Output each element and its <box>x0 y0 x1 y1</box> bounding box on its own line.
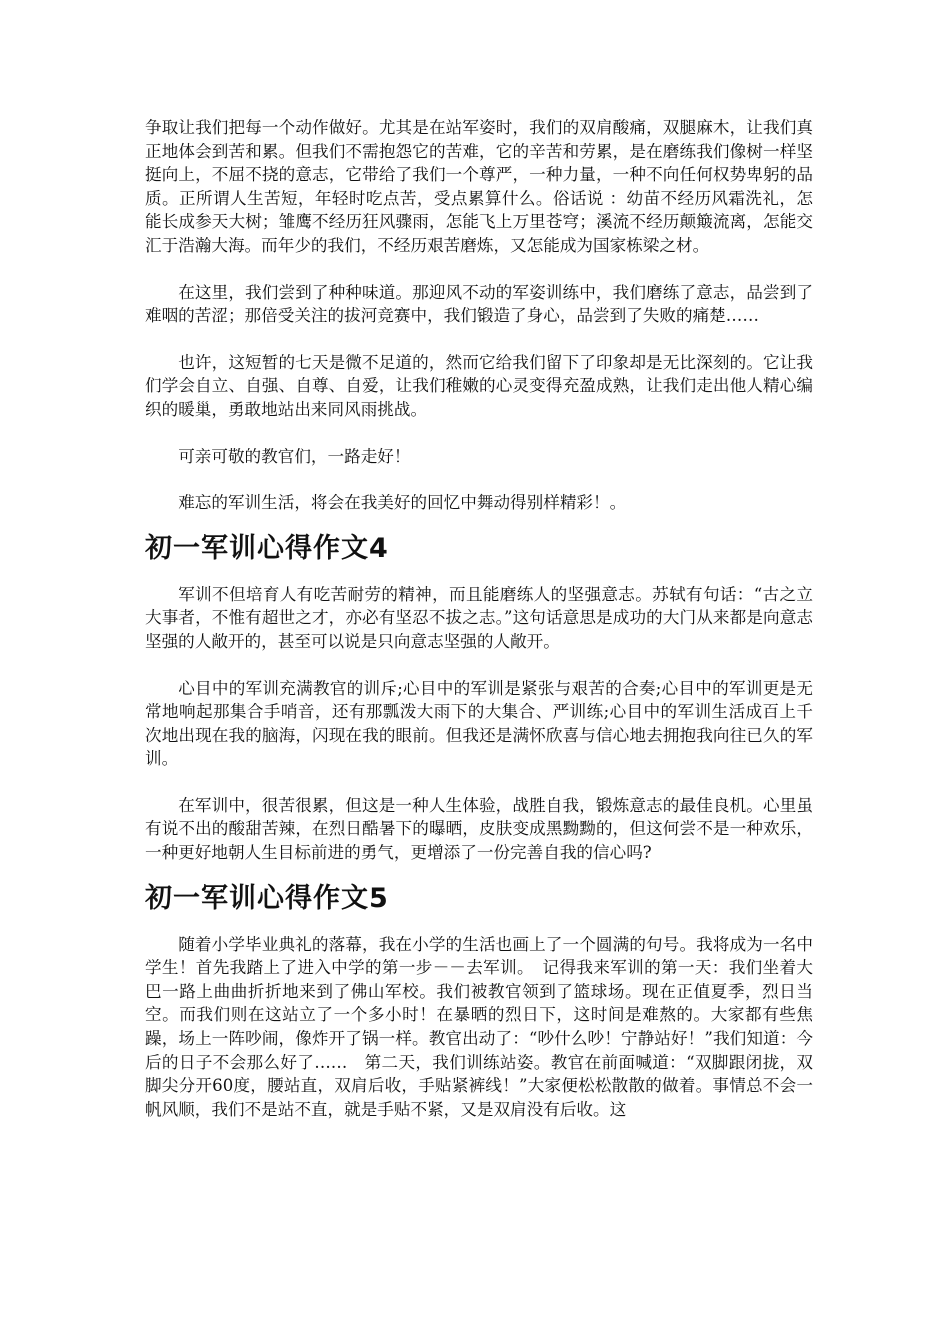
paragraph: 可亲可敬的教官们，一路走好！ <box>178 446 411 466</box>
paragraph: 在军训中，很苦很累，但这是一种人生体验，战胜自我，锻炼意志的最佳良机。心里虽有说不出的酸甜苦辣，在烈日酷暑下的曝晒，皮肤变成黑黝黝的，但这何尝不是一种欢乐，一种更好地朝人生目标前进的勇气，更增添了一份完善自我的信心吗? <box>145 795 813 863</box>
continued-paragraph: 争取让我们把每一个动作做好。尤其是在站军姿时，我们的双肩酸痛，双腿麻木，让我们真正地体会到苦和累。但我们不需抱怨它的苦难，它的辛苦和劳累，是在磨练我们像树一样坚挺向上，不屈不挠的意志，它带给了我们一个尊严，一种力量，一种不向任何权势卑躬的品质。正所谓人生苦短，年轻时吃点苦，受点累算什么。俗话说 ：幼苗不经历风霜洗礼，怎能长成参天大树；雏鹰不经历狂风骤雨，怎能飞上万里苍穹；溪流不经历颠簸流离，怎能交汇于浩瀚大海。而年少的我们，不经历艰苦磨炼，又怎能成为国家栋梁之材。 <box>145 118 813 255</box>
document-page <box>145 116 813 1121</box>
paragraph: 心目中的军训充满教官的训斥;心目中的军训是紧张与艰苦的合奏;心目中的军训更是无常地响起那集合手哨音，还有那瓢泼大雨下的大集合、严训练;心目中的军训生活成百上千次地出现在我的脑海，闪现在我的眼前。但我还是满怀欣喜与信心地去拥抱我向往已久的军训。 <box>145 678 813 769</box>
paragraph: 在这里，我们尝到了种种味道。那迎风不动的军姿训练中，我们磨练了意志，品尝到了难咽的苦涩；那倍受关注的拔河竞赛中，我们锻造了身心，品尝到了失败的痛楚…… <box>145 282 813 326</box>
paragraph: 随着小学毕业典礼的落幕，我在小学的生活也画上了一个圆满的句号。我将成为一名中学生！首先我踏上了进入中学的第一步－－去军训。 记得我来军训的第一天：我们坐着大巴一路上曲曲折折地来到了佛山军校。我们被教官领到了篮球场。现在正值夏季，烈日当空。而我们则在这站立了一个多小时！在暴晒的烈日下，这时间是难熬的。大家都有些焦躁，场上一阵吵闹，像炸开了锅一样。教官出动了：“吵什么吵！宁静站好！”我们知道：今后的日子不会那么好了…… 第二天，我们训练站姿。教官在前面喊道：“双脚跟闭拢，双脚尖分开60度，腰站直，双肩后收，手贴紧裤线！”大家便松松散散的做着。事情总不会一帆风顺，我们不是站不直，就是手贴不紧，又是双肩没有后收。这 <box>145 934 813 1119</box>
paragraph: 难忘的军训生活，将会在我美好的回忆中舞动得别样精彩！。 <box>178 493 627 513</box>
section-heading: 初一军训心得作文4 <box>145 532 389 564</box>
section-heading: 初一军训心得作文5 <box>145 882 389 914</box>
paragraph: 也许，这短暂的七天是微不足道的，然而它给我们留下了印象却是无比深刻的。它让我们学会自立、自强、自尊、自爱，让我们稚嫩的心灵变得充盈成熟，让我们走出他人精心编织的暖巢，勇敢地站出来同风雨挑战。 <box>145 352 813 419</box>
paragraph: 军训不但培育人有吃苦耐劳的精神，而且能磨练人的坚强意志。苏轼有句话：“古之立大事者，不惟有超世之才，亦必有坚忍不拔之志。”这句话意思是成功的大门从来都是向意志坚强的人敞开的，甚至可以说是只向意志坚强的人敞开。 <box>145 584 813 651</box>
